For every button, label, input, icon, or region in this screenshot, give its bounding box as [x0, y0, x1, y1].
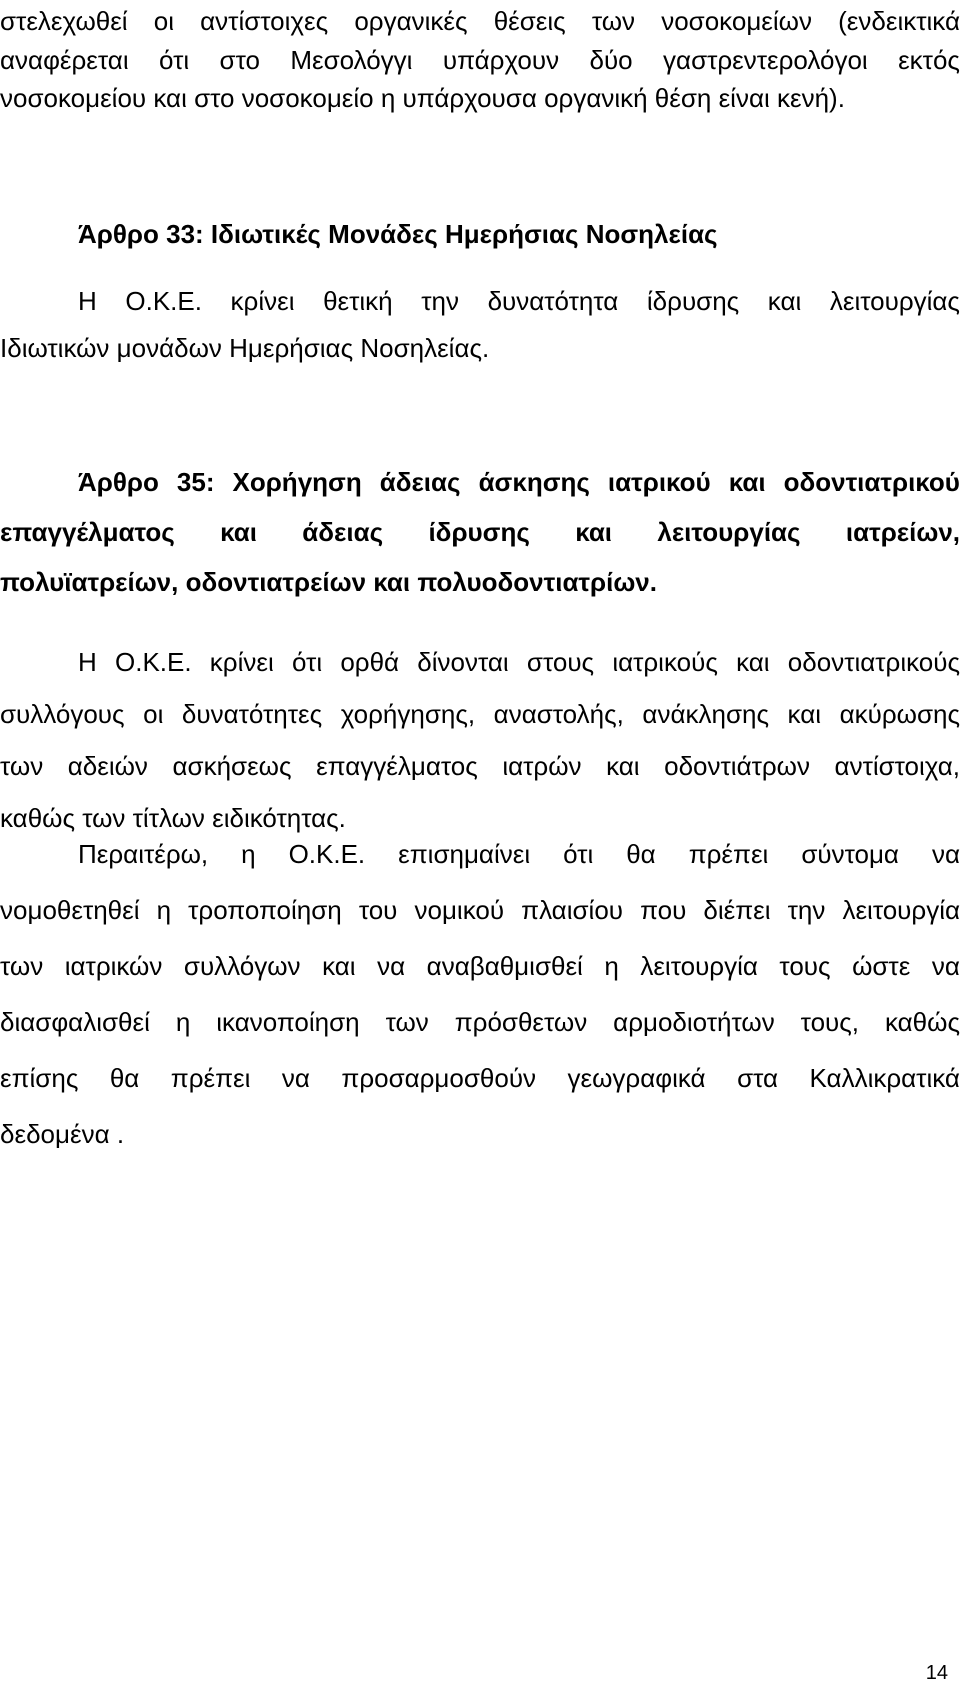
word: Ο.Κ.Ε.	[115, 647, 192, 677]
word: διασφαλισθεί	[0, 1007, 150, 1037]
word: νομικού	[414, 895, 505, 925]
word: προσαρμοσθούν	[341, 1063, 537, 1093]
word: ασκήσεως	[172, 751, 292, 781]
word: πλαισίου	[521, 895, 623, 925]
word: και	[728, 467, 766, 497]
word: Ο.Κ.Ε.	[125, 286, 202, 316]
word: πρέπει	[688, 839, 769, 869]
word: άσκησης	[478, 467, 590, 497]
heading-text: Άρθρο 33: Ιδιωτικές Μονάδες Ημερήσιας Νοσηλείας	[78, 219, 718, 249]
word: την	[421, 286, 459, 316]
text-line: νοσοκομείου και στο νοσοκομείο η υπάρχουσα οργανική θέση είναι κενή).	[0, 83, 845, 113]
word: δυνατότητες	[181, 699, 323, 729]
text-line: Ιδιωτικών μονάδων Ημερήσιας Νοσηλείας.	[0, 332, 490, 363]
text-line	[0, 282, 960, 321]
word: (ενδεικτικά	[838, 6, 960, 36]
word: οδοντιατρικού	[783, 467, 960, 497]
word: δίνονται	[417, 647, 509, 677]
word: οδοντιάτρων	[664, 751, 810, 781]
word: Η	[78, 286, 97, 316]
word: τροποποίηση	[188, 895, 342, 925]
word: στους	[526, 647, 595, 677]
word: η	[241, 839, 256, 869]
word: δυνατότητα	[487, 286, 619, 316]
word: ανάκλησης	[642, 699, 769, 729]
word: ώστε	[852, 951, 911, 981]
word: ακύρωσης	[839, 699, 960, 729]
word: θα	[109, 1063, 140, 1093]
word: λειτουργίας	[829, 286, 960, 316]
word: η	[156, 895, 172, 925]
word: κρίνει	[230, 286, 295, 316]
word: λειτουργία	[842, 895, 960, 925]
word: να	[931, 839, 960, 869]
article-35-paragraph-1	[0, 636, 960, 844]
word: νομοθετηθεί	[0, 895, 140, 925]
word: ιατρικούς	[612, 647, 718, 677]
word: νοσοκομείων	[661, 6, 812, 36]
page-number: 14	[925, 1662, 948, 1684]
word: άδειας	[379, 467, 461, 497]
word: πρέπει	[170, 1063, 251, 1093]
heading-line: πολυϊατρείων, οδοντιατρείων και πολυοδοντιατρίων.	[0, 567, 657, 597]
word: αντίστοιχες	[200, 6, 329, 36]
word: την	[787, 895, 826, 925]
word: και	[575, 517, 613, 547]
word: λειτουργία	[640, 951, 758, 981]
text-line	[0, 826, 960, 882]
word: ιατρείων,	[845, 517, 960, 547]
word: των	[385, 1007, 429, 1037]
word: και	[606, 751, 640, 781]
word: να	[281, 1063, 310, 1093]
word: τους	[779, 951, 831, 981]
word: θέσεις	[493, 6, 566, 36]
word: Καλλικρατικά	[809, 1063, 960, 1093]
word: ίδρυσης	[646, 286, 740, 316]
word: των	[0, 951, 44, 981]
word: και	[767, 286, 802, 316]
word: κρίνει	[209, 647, 274, 677]
text-line	[0, 740, 960, 792]
word: επαγγέλματος	[0, 517, 175, 547]
word: Άρθρο	[78, 467, 159, 497]
word: ικανοποίηση	[216, 1007, 360, 1037]
word: και	[220, 517, 257, 547]
word: πρόσθετων	[454, 1007, 588, 1037]
word: των	[0, 751, 44, 781]
word: δύο	[589, 44, 633, 75]
word: σύντομα	[801, 839, 899, 869]
word: να	[377, 951, 406, 981]
word: οι	[143, 699, 164, 729]
word: τους,	[800, 1007, 860, 1037]
word: η	[604, 951, 619, 981]
word: καθώς	[884, 1007, 960, 1037]
word: ότι	[291, 647, 323, 677]
word: ίδρυσης	[428, 517, 530, 547]
word: στο	[219, 44, 260, 75]
article-33-body	[0, 282, 960, 367]
word: Περαιτέρω,	[78, 839, 209, 869]
text-line	[0, 994, 960, 1050]
text-line: δεδομένα .	[0, 1119, 125, 1149]
word: ότι	[159, 44, 190, 75]
word: υπάρχουν	[442, 44, 560, 75]
text-line	[0, 882, 960, 938]
word: αναστολής,	[493, 699, 624, 729]
article-33-heading	[0, 215, 960, 254]
word: οι	[153, 6, 174, 36]
word: λειτουργίας	[657, 517, 801, 547]
word: αναφέρεται	[0, 44, 129, 75]
word: αντίστοιχα,	[834, 751, 960, 781]
word: αρμοδιοτήτων	[613, 1007, 775, 1037]
word: Μεσολόγγι	[290, 44, 413, 75]
word: οδοντιατρικούς	[787, 647, 960, 677]
text-line	[0, 41, 960, 80]
word: που	[640, 895, 687, 925]
word: ότι	[563, 839, 594, 869]
article-35-paragraph-2	[0, 826, 960, 1162]
word: επισημαίνει	[398, 839, 531, 869]
heading-line	[0, 507, 960, 557]
word: ιατρών	[502, 751, 582, 781]
word: ιατρικού	[607, 467, 711, 497]
text-line	[0, 2, 960, 41]
word: εκτός	[898, 44, 960, 75]
word: άδειας	[302, 517, 384, 547]
word: συλλόγους	[0, 699, 125, 729]
word: χορήγησης,	[340, 699, 476, 729]
text-line	[0, 1050, 960, 1106]
word: Η	[78, 647, 97, 677]
word: να	[931, 951, 960, 981]
word: η	[175, 1007, 191, 1037]
word: και	[787, 699, 822, 729]
word: οργανικές	[354, 6, 468, 36]
word: στελεχωθεί	[0, 6, 128, 36]
word: θετική	[323, 286, 393, 316]
text-line: καθώς των τίτλων ειδικότητας.	[0, 803, 346, 833]
article-35-heading	[0, 457, 960, 607]
word: ιατρικών	[64, 951, 163, 981]
word: και	[322, 951, 356, 981]
intro-paragraph	[0, 2, 960, 118]
word: γαστρεντερολόγοι	[663, 44, 868, 75]
word: θα	[626, 839, 656, 869]
text-line	[0, 636, 960, 688]
text-line	[0, 688, 960, 740]
word: του	[358, 895, 398, 925]
word: αναβαθμισθεί	[426, 951, 583, 981]
word: Ο.Κ.Ε.	[288, 839, 366, 869]
word: Χορήγηση	[232, 467, 362, 497]
word: αδειών	[67, 751, 148, 781]
word: διέπει	[703, 895, 771, 925]
word: επαγγέλματος	[316, 751, 478, 781]
word: συλλόγων	[183, 951, 301, 981]
word: 35:	[176, 467, 215, 497]
word: και	[736, 647, 770, 677]
word: γεωγραφικά	[567, 1063, 706, 1093]
word: των	[591, 6, 636, 36]
word: ορθά	[340, 647, 400, 677]
word: επίσης	[0, 1063, 79, 1093]
word: στα	[737, 1063, 779, 1093]
text-line	[0, 938, 960, 994]
heading-line	[0, 457, 960, 507]
